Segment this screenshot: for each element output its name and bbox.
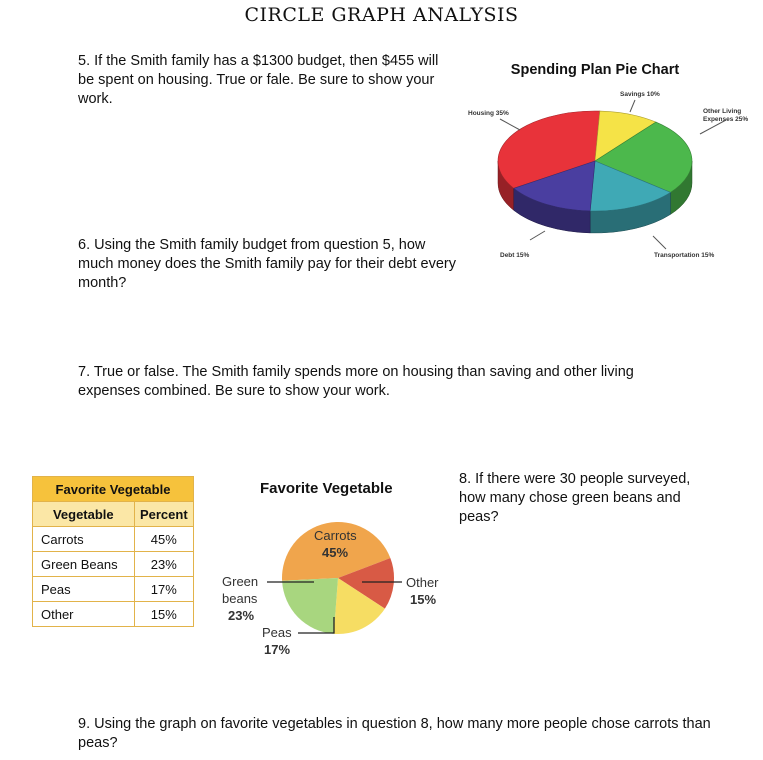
table-row bbox=[33, 527, 194, 552]
question-5: 5. If the Smith family has a $1300 budget, then $455 will be spent on housing. True or fale. Be sure to show your work. bbox=[78, 53, 439, 107]
table-cell-vegetable: Green Beans bbox=[33, 552, 135, 577]
spending-chart-title: Spending Plan Pie Chart bbox=[510, 62, 680, 78]
table-cell-vegetable: Other bbox=[33, 602, 135, 627]
spending-pie-chart bbox=[460, 56, 760, 271]
label-other-living-1: Other Living bbox=[703, 108, 742, 115]
question-8: 8. If there were 30 people surveyed, how many chose green beans and peas? bbox=[459, 471, 691, 525]
label-green-beans-2: beans bbox=[222, 591, 258, 606]
table-cell-percent: 15% bbox=[134, 602, 193, 627]
favorite-vegetable-table bbox=[32, 476, 194, 627]
table-cell-vegetable: Peas bbox=[33, 577, 135, 602]
label-housing: Housing 35% bbox=[468, 110, 509, 117]
table-header-percent: Percent bbox=[134, 502, 193, 527]
vegetable-pie-chart bbox=[210, 470, 450, 670]
spending-slices bbox=[498, 111, 692, 233]
label-transportation: Transportation 15% bbox=[654, 252, 715, 259]
question-6: 6. Using the Smith family budget from question 5, how much money does the Smith family pay for their debt every month? bbox=[78, 237, 456, 291]
label-carrots-pct: 45% bbox=[322, 545, 349, 560]
label-carrots: Carrots bbox=[314, 528, 357, 543]
label-green-beans-1: Green bbox=[222, 574, 259, 589]
label-green-beans-pct: 23% bbox=[228, 608, 255, 623]
table-header-vegetable: Vegetable bbox=[33, 502, 135, 527]
table-cell-percent: 45% bbox=[134, 527, 193, 552]
label-peas-pct: 17% bbox=[264, 642, 291, 657]
spending-pie-svg bbox=[460, 56, 760, 271]
table-cell-percent: 17% bbox=[134, 577, 193, 602]
label-other: Other bbox=[406, 575, 439, 590]
label-other-living-2: Expenses 25% bbox=[703, 116, 749, 123]
page-title: CIRCLE GRAPH ANALYSIS bbox=[244, 4, 519, 26]
label-debt: Debt 15% bbox=[500, 252, 530, 259]
table-row bbox=[33, 602, 194, 627]
label-other-pct: 15% bbox=[410, 592, 437, 607]
table-title: Favorite Vegetable bbox=[33, 477, 194, 502]
question-9: 9. Using the graph on favorite vegetables in question 8, how many more people chose carrots than peas? bbox=[78, 716, 711, 751]
table-cell-vegetable: Carrots bbox=[33, 527, 135, 552]
table-cell-percent: 23% bbox=[134, 552, 193, 577]
question-7: 7. True or false. The Smith family spends more on housing than saving and other living expenses combined. Be sure to show your work. bbox=[78, 364, 634, 399]
table-row bbox=[33, 552, 194, 577]
vegetable-pie-svg bbox=[210, 470, 450, 670]
table-row bbox=[33, 577, 194, 602]
vegetable-chart-title: Favorite Vegetable bbox=[260, 480, 393, 497]
label-savings: Savings 10% bbox=[620, 91, 660, 98]
label-peas: Peas bbox=[262, 625, 292, 640]
